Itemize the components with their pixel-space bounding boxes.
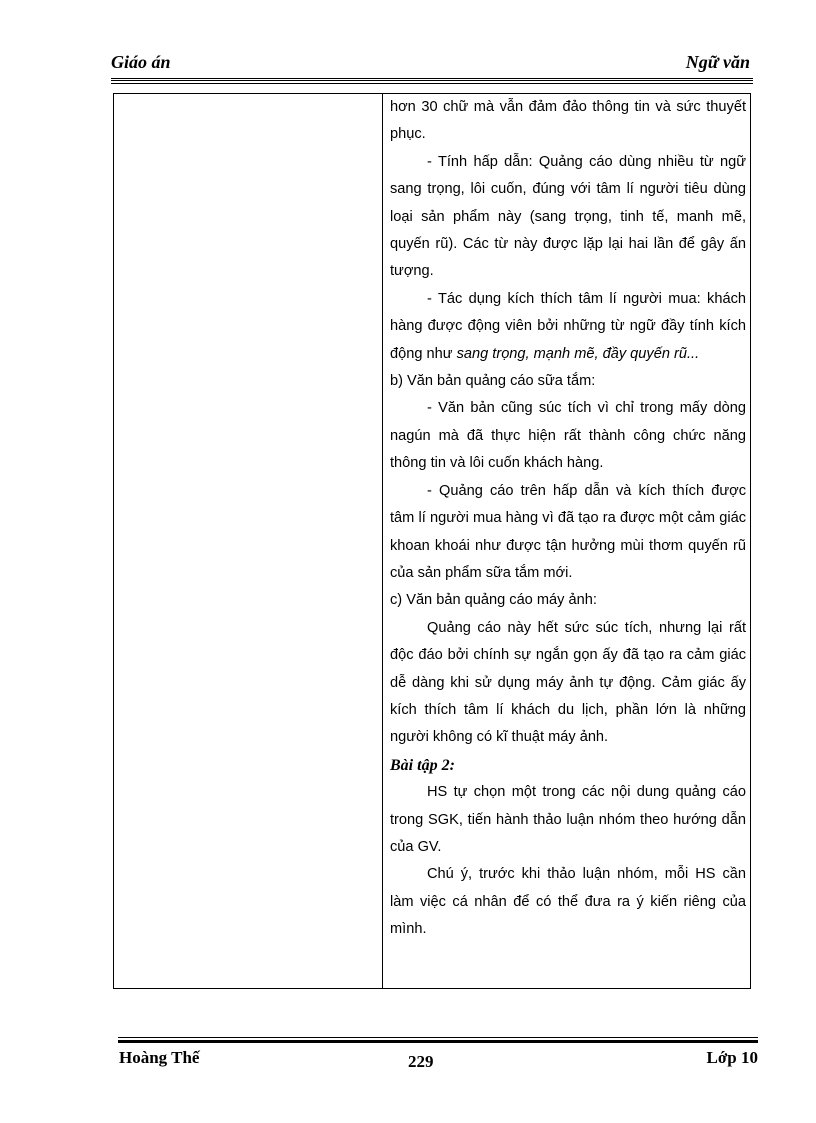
header-rule-thin [111,83,753,84]
header-course-label: Ngữ văn [685,52,750,72]
column-divider [382,94,383,988]
header-subject-label: Giáo án [111,52,171,72]
page-number: 229 [408,1052,434,1071]
paragraph-stimulation-text: - Tác dụng kích thích tâm lí người mua: khách hàng được động viên bởi những từ ngữ đầy tính kích động như [390,290,746,362]
subheading-b: b) Văn bản quảng cáo sữa tắm: [390,373,596,390]
paragraph-c1: Quảng cáo này hết sức súc tích, nhưng lại rất độc đáo bởi chính sự ngắn gọn ấy đã tạo ra cảm giác dễ dàng khi sử dụng máy ảnh tự động. Cảm giác ấy kích thích tâm lí khách du lịch, phần lớn là những người không có kĩ thuật máy ảnh. [390,619,746,746]
header-rule [111,78,753,81]
paragraph-b2: - Quảng cáo trên hấp dẫn và kích thích được tâm lí người mua hàng vì đã tạo ra được một cảm giác khoan khoái như được tận hưởng mùi thơm quyến rũ của sản phẩm sữa tắm mới. [390,482,746,581]
paragraph-1: hơn 30 chữ mà vẫn đảm đảo thông tin và sức thuyết phục. [390,99,746,143]
subheading-c: c) Văn bản quảng cáo máy ảnh: [390,592,597,609]
paragraph-stimulation-italic: sang trọng, mạnh mẽ, đầy quyến rũ... [456,345,700,362]
footer-rule-thin [118,1037,758,1038]
paragraph-note: Chú ý, trước khi thảo luận nhóm, mỗi HS cần làm việc cá nhân để có thể đưa ra ý kiến riêng của mình. [390,866,746,938]
exercise-2-heading: Bài tập 2: [390,756,455,774]
paragraph-b1: - Văn bản cũng súc tích vì chỉ trong mấy dòng nagún mà đã thực hiện rất thành công chức năng thông tin và lôi cuốn khách hàng. [390,400,746,472]
paragraph-stimulation [390,286,746,368]
right-column-content [390,94,746,944]
paragraph-exercise-2: HS tự chọn một trong các nội dung quảng cáo trong SGK, tiến hành thảo luận nhóm theo hướng dẫn của GV. [390,784,746,855]
footer-rule-thick [118,1040,758,1043]
footer-author: Hoàng Thế [119,1048,200,1067]
footer-grade: Lớp 10 [706,1048,758,1067]
lesson-table [113,93,751,989]
paragraph-attractiveness: - Tính hấp dẫn: Quảng cáo dùng nhiều từ ngữ sang trọng, lôi cuốn, đúng với tâm lí người tiêu dùng loại sản phẩm này (sang trọng, tinh tế, manh mẽ, quyến rũ). Các từ này được lặp lại hai lần để gây ấn tượng. [390,153,746,280]
